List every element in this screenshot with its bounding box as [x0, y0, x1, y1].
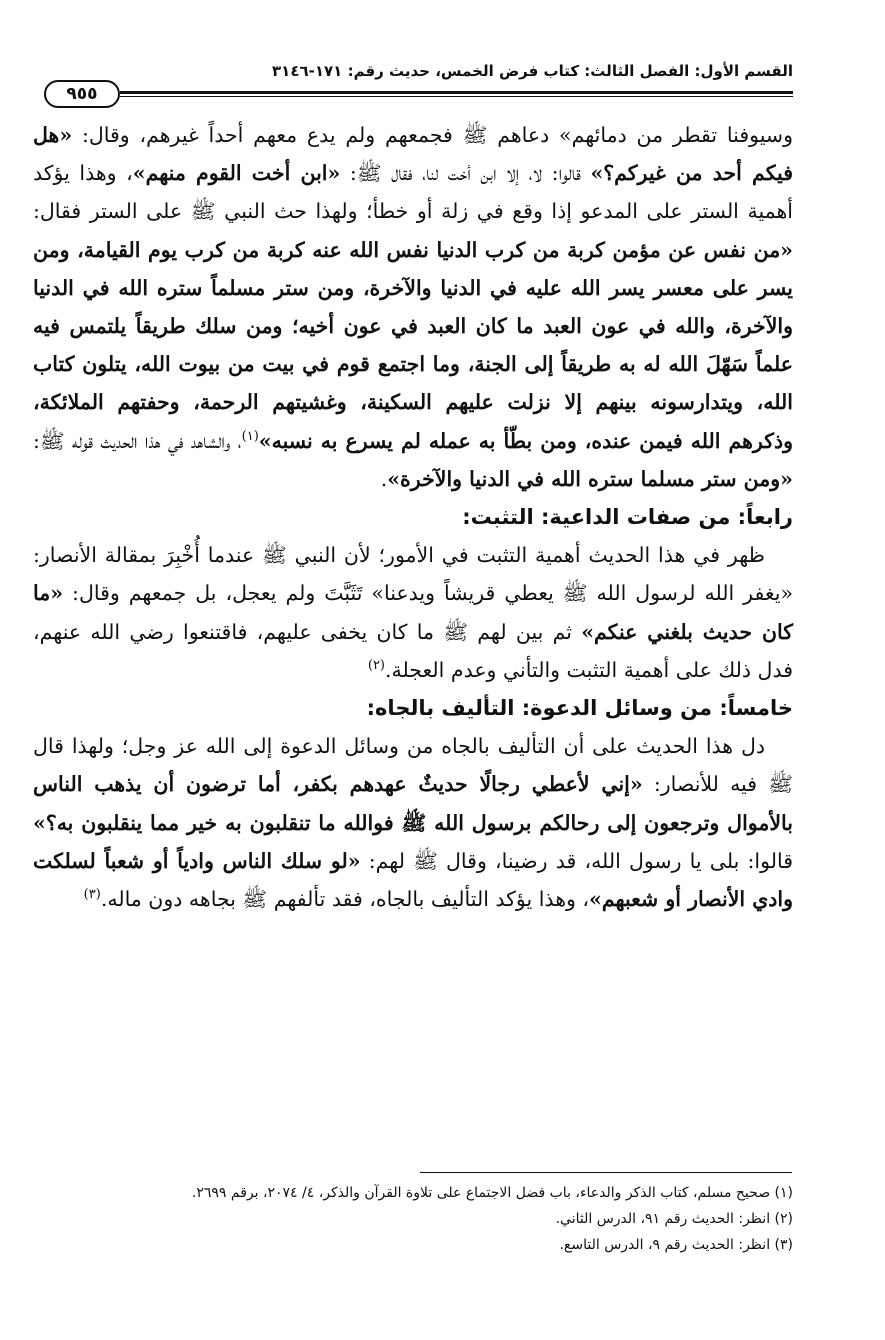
hadith-quote: «من نفس عن مؤمن كربة من كرب الدنيا نفس الله عنه كربة من كرب يوم القيامة، ومن يسر على معسر يسر الله عليه في الدنيا والآخرة، ومن ستر مسلماً ستره الله في الدنيا والآخرة، والله في عون العبد ما كان العبد في عون أخيه؛ ومن سلك طريقاً يلتمس فيه علماً سَهّلَ الله له به طريقاً إلى الجنة، وما اجتمع قوم في بيت من بيوت الله، يتلون كتاب الله، ويتدارسونه بينهم إلا نزلت عليهم السكينة، وغشيتهم الرحمة، وحفتهم الملائكة، وذكرهم الله فيمن عنده، ومن بطّأ به عمله لم يسرع به نسبه»	[33, 237, 794, 453]
footnote-marker: (٢)	[367, 658, 385, 674]
footnote-separator	[420, 1172, 792, 1173]
text-run: ظهر في هذا الحديث أهمية التثبت في الأمور؛ لأن النبي ﷺ عندما أُخْبِرَ بمقالة الأنصار: «يغفر الله لرسول الله ﷺ يعطي قريشاً ويدعنا» تَثَبَّتَ ولم يعجل، بل جمعهم وقال:	[33, 543, 793, 606]
text-run: ، وهذا يؤكد التأليف بالجاه، فقد تألفهم ﷺ بجاهه دون ماله.	[100, 887, 590, 912]
paragraph-3	[33, 727, 793, 918]
text-run: قالوا: لا، إلا ابن أخت لنا، فقال ﷺ:	[340, 161, 591, 186]
footnotes	[33, 1180, 793, 1258]
header-rule-thin	[120, 96, 793, 97]
footnote-1: (١) صحيح مسلم، كتاب الذكر والدعاء، باب فضل الاجتماع على تلاوة القرآن والذكر، ٤/ ٢٠٧٤، برقم ٢٦٩٩.	[191, 1185, 793, 1201]
page-number: ٩٥٥	[44, 80, 120, 108]
hadith-quote: «ما كان حديث بلغني عنكم»	[33, 581, 793, 644]
text-run: .	[380, 466, 388, 491]
running-header: القسم الأول: الفصل الثالث: كتاب فرض الخمس، حديث رقم: ١٧١-٣١٤٦	[272, 62, 793, 80]
section-heading-4: رابعاً: من صفات الداعية: التثبت:	[462, 505, 793, 530]
paragraph-2	[33, 536, 793, 689]
hadith-quote: «هل فيكم أحد من غيركم؟»	[33, 123, 793, 186]
footnote-2: (٢) انظر: الحديث رقم ٩١، الدرس الثاني.	[555, 1211, 793, 1227]
main-text	[33, 116, 793, 918]
text-run: دل هذا الحديث على أن التأليف بالجاه من وسائل الدعوة إلى الله عز وجل؛ ولهذا قال ﷺ فيه للأنصار:	[33, 734, 793, 797]
footnote-3: (٣) انظر: الحديث رقم ٩، الدرس التاسع.	[559, 1237, 793, 1253]
text-run: ثم بين لهم ﷺ ما كان يخفى عليهم، فاقتنعوا رضي الله عنهم، فدل ذلك على أهمية التثبت والتأني وعدم العجلة.	[33, 619, 793, 682]
hadith-quote: «لو سلك الناس وادياً أو شعباً لسلكت وادي الأنصار أو شعبهم»	[33, 848, 793, 912]
hadith-quote: «إني لأعطي رجالًا حديثٌ عهدهم بكفر، أما ترضون أن يذهب الناس بالأموال وترجعون إلى رحالكم برسول الله ﷺ فوالله ما تنقلبون به خير مما ينقلبون به؟»	[33, 772, 793, 835]
paragraph-1	[33, 116, 793, 498]
text-run: قالوا: بلى يا رسول الله، قد رضينا، وقال ﷺ لهم:	[360, 848, 794, 873]
text-run: وسيوفنا تقطر من دمائهم» دعاهم ﷺ فجمعهم ولم يدع معهم أحداً غيرهم، وقال:	[72, 123, 793, 147]
hadith-quote: «ومن ستر مسلما ستره الله في الدنيا والآخرة»	[387, 466, 793, 491]
header-rule-thick	[120, 91, 793, 94]
text-run: ، والشاهد في هذا الحديث قوله ﷺ:	[33, 428, 242, 453]
hadith-quote: «ابن أخت القوم منهم»	[132, 161, 341, 186]
footnote-marker: (١)	[241, 428, 259, 444]
section-heading-5: خامساً: من وسائل الدعوة: التأليف بالجاه:	[366, 696, 793, 721]
text-run: ، وهذا يؤكد أهمية الستر على المدعو إذا وقع في زلة أو خطأ؛ ولهذا حث النبي ﷺ على الستر فقال:	[33, 161, 793, 224]
footnote-marker: (٣)	[83, 887, 101, 903]
